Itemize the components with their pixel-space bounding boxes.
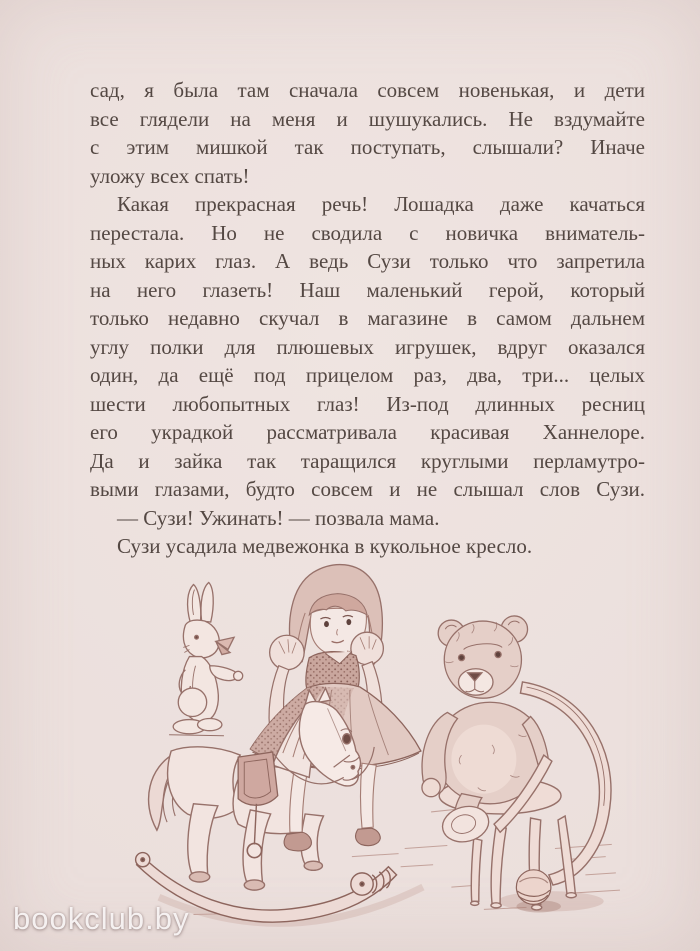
text-line: шести любопытных глаз! Из-под длинных ресниц [90, 391, 645, 416]
text-line: с этим мишкой так поступать, слышали? Иначе [90, 135, 645, 159]
paragraph-2 [90, 190, 645, 504]
text-line: углу полки для плюшевых игрушек, вдруг оказался [90, 334, 645, 359]
paragraph-1 [90, 76, 645, 190]
striped-ball [516, 870, 551, 905]
text-line: все глядели на меня и шушукались. Не вздумайте [90, 106, 645, 131]
text-line: сад, я была там сначала совсем новенькая, и дети [90, 78, 645, 102]
text-line: — Сузи! Ужинать! — позвала мама. [117, 505, 440, 530]
story-text-block [90, 76, 645, 561]
text-line: уложу всех спать! [90, 163, 250, 188]
paragraph-3-dialogue [90, 504, 645, 533]
text-line: перестала. Но не сводила с новичка вниматель- [90, 220, 645, 245]
text-line: один, да ещё под прицелом раз, два, три... целых [90, 363, 645, 387]
text-line: только недавно скучал в магазине в самом дальнем [90, 306, 645, 330]
toy-rabbit [169, 582, 243, 735]
text-line: на него глазеть! Наш маленький герой, который [90, 277, 645, 302]
watermark-bookclub: bookclub.by [13, 901, 190, 936]
text-line: его украдкой рассматривала красивая Ханнелоре. [90, 420, 645, 444]
text-line: Сузи усадила медвежонка в кукольное кресло. [117, 534, 533, 558]
text-line: выми глазами, будто совсем и не слышал слов Сузи. [90, 477, 645, 501]
text-line: Какая прекрасная речь! Лошадка даже качаться [117, 192, 645, 216]
pencil-illustration [96, 552, 624, 948]
text-line: Да и зайка так таращился круглыми перламутро- [90, 448, 645, 473]
text-line: ных карих глаз. А ведь Сузи только что запретила [90, 249, 645, 273]
